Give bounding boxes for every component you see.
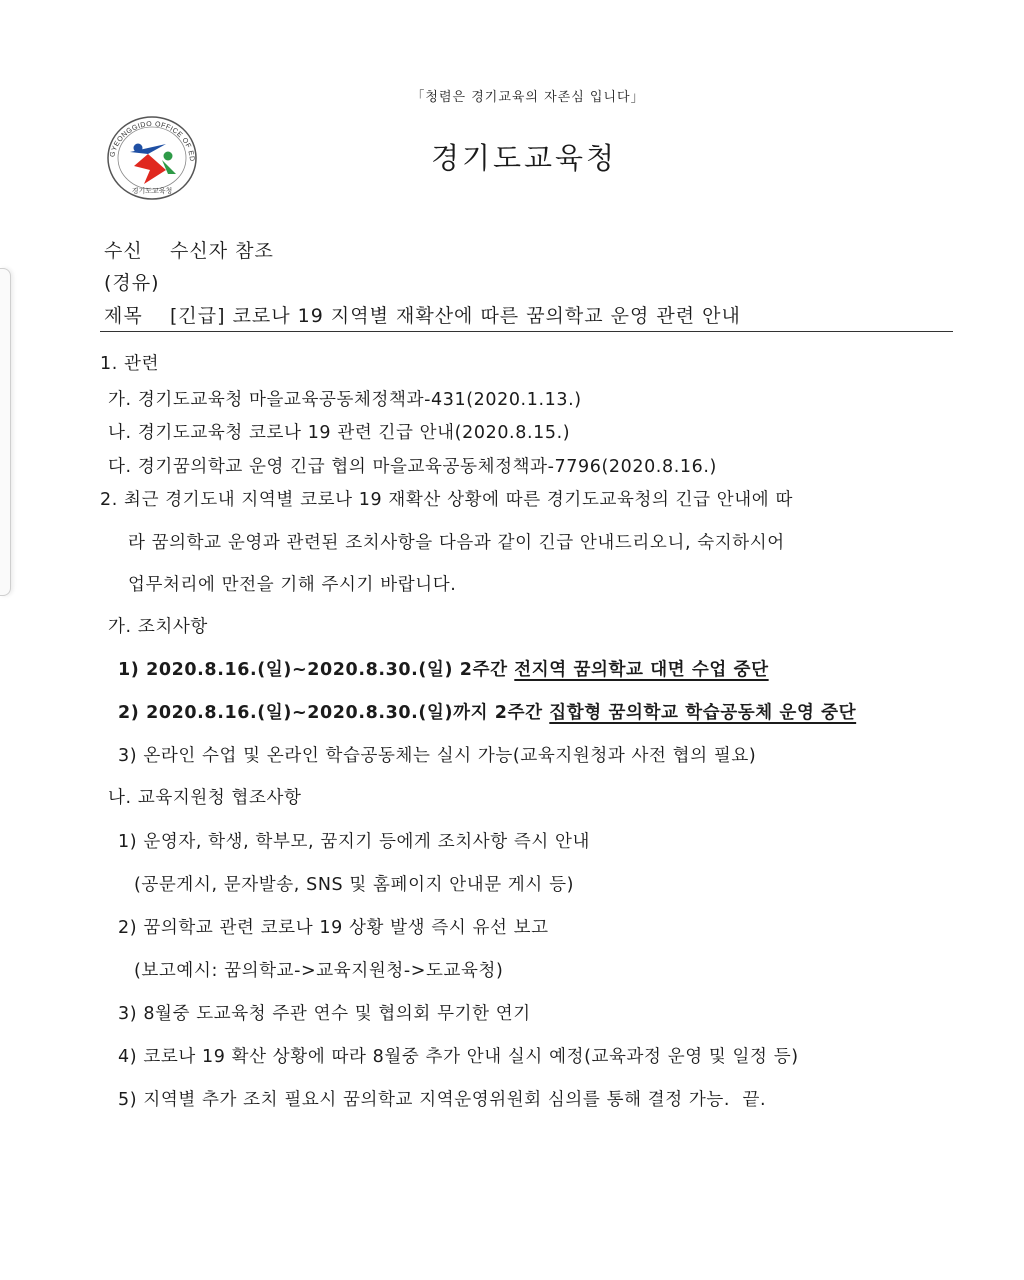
measure-2-dates: 2020.8.16.(일)~2020.8.30.(일)까지 2주간 — [146, 703, 543, 723]
section-2-line-2: 라 꿈의학교 운영과 관련된 조치사항을 다음과 같이 긴급 안내드리오니, 숙지하시어 — [128, 533, 785, 553]
section-2-line-3: 업무처리에 만전을 기해 주시기 바랍니다. — [128, 575, 457, 595]
org-title: 경기도교육청 — [430, 141, 618, 175]
cooperation-3: 3) 8월중 도교육청 주관 연수 및 협의회 무기한 연기 — [118, 1004, 531, 1024]
svg-text:GYEONGGIDO OFFICE OF EDUCATION: GYEONGGIDO OFFICE OF ED — [109, 120, 196, 163]
measure-1-number: 1) — [118, 660, 140, 680]
cooperation-4: 4) 코로나 19 확산 상황에 따라 8월중 추가 안내 실시 예정(교육과정 운영 및 일정 등) — [118, 1047, 799, 1067]
measure-2-number: 2) — [118, 703, 140, 723]
measure-1 — [118, 656, 769, 681]
measure-3: 3) 온라인 수업 및 온라인 학습공동체는 실시 가능(교육지원청과 사전 협의 필요) — [118, 746, 757, 766]
cooperation-5 — [118, 1086, 766, 1111]
subject-divider — [100, 331, 953, 332]
side-panel-edge[interactable] — [0, 268, 11, 596]
section-1-heading: 1. 관련 — [100, 354, 160, 374]
cooperation-1: 1) 운영자, 학생, 학부모, 꿈지기 등에게 조치사항 즉시 안내 — [118, 832, 591, 852]
reference-na: 나. 경기도교육청 코로나 19 관련 긴급 안내(2020.8.15.) — [108, 423, 571, 443]
measures-heading: 가. 조치사항 — [108, 617, 208, 637]
cooperation-2: 2) 꿈의학교 관련 코로나 19 상황 발생 즉시 유선 보고 — [118, 918, 549, 938]
reference-ga: 가. 경기도교육청 마을교육공동체정책과-431(2020.1.13.) — [108, 390, 582, 410]
subject-label: 제목 — [104, 305, 143, 327]
reference-da: 다. 경기꿈의학교 운영 긴급 협의 마을교육공동체정책과-7796(2020.8.16.) — [108, 457, 717, 477]
via-row — [104, 268, 160, 295]
subject-row — [104, 301, 741, 328]
measure-1-emphasis: 전지역 꿈의학교 대면 수업 중단 — [514, 660, 769, 680]
recipient-value: 수신자 참조 — [170, 240, 274, 262]
svg-text:경기도교육청: 경기도교육청 — [131, 187, 173, 195]
cooperation-5-text: 5) 지역별 추가 조치 필요시 꿈의학교 지역운영위원회 심의를 통해 결정 가능. — [118, 1090, 731, 1110]
measure-1-dates: 2020.8.16.(일)~2020.8.30.(일) 2주간 — [146, 660, 508, 680]
via-label: (경유) — [104, 272, 160, 294]
measure-2 — [118, 699, 856, 724]
recipient-label: 수신 — [104, 240, 143, 262]
slogan: 「청렴은 경기교육의 자존심 입니다」 — [411, 90, 645, 105]
subject-value: [긴급] 코로나 19 지역별 재확산에 따른 꿈의학교 운영 관련 안내 — [170, 305, 741, 327]
cooperation-2-detail: (보고예시: 꿈의학교->교육지원청->도교육청) — [134, 961, 504, 981]
end-mark: 끝. — [742, 1090, 767, 1110]
cooperation-heading: 나. 교육지원청 협조사항 — [108, 788, 302, 808]
section-2-line-1: 2. 최근 경기도내 지역별 코로나 19 재확산 상황에 따른 경기도교육청의 긴급 안내에 따 — [100, 490, 793, 510]
recipient-row — [104, 236, 274, 263]
cooperation-1-detail: (공문게시, 문자발송, SNS 및 홈페이지 안내문 게시 등) — [134, 875, 575, 895]
measure-2-emphasis: 집합형 꿈의학교 학습공동체 운영 중단 — [549, 703, 857, 723]
